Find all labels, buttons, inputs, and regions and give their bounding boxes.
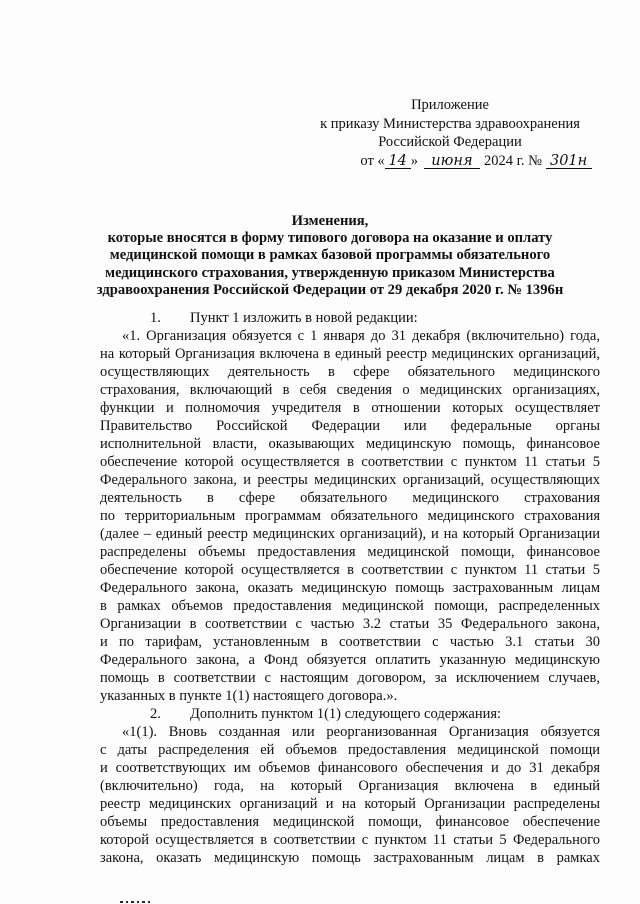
paragraph-2-line: и соответствующих им объемов финансового обеспечения и до 31 декабря [100,760,600,776]
paragraph-2-line: которой осуществляется в соответствии с пунктом 11 статьи 5 Федерального [100,832,600,848]
paragraph-2-line: объемы предоставления медицинской помощи, финансовое обеспечение [100,814,600,830]
heading-line: Изменения, [291,213,369,229]
paragraph-1-line: осуществляющих деятельность в сфере обязательного медицинского [100,364,600,380]
heading-line: медицинского страхования, утвержденную приказом Министерства [105,264,555,281]
paragraph-1-line: Организации в соответствии с частью 3.2 статьи 35 Федерального закона, [100,616,600,632]
paragraph-1-line: функции и полномочия учредителя в отношении которых осуществляет [100,400,600,416]
item-1-text: Пункт 1 изложить в новой редакции: [190,310,418,326]
paragraph-1-line: (далее – единый реестр медицинских организаций), и на который Организации [100,526,600,542]
paragraph-1-line: Федерального закона, а Фонд обязуется оплатить указанную медицинскую [100,652,600,668]
order-number-handwritten: 301н [546,154,592,169]
paragraph-1-line: «1. Организация обязуется с 1 января до 31 декабря (включительно) года, [122,328,600,344]
paragraph-1-line: распределены объемы предоставления медицинской помощи, финансовое [100,544,600,560]
paragraph-1-line: по территориальным программам обязательного медицинского страхования [100,508,600,524]
paragraph-1-line: помощь в соответствии с настоящим договором, за исключением случаев, [100,670,600,686]
paragraph-1-line: и по тарифам, установленным в соответствии с частью 3.1 статьи 30 [100,634,600,650]
heading-line: медицинской помощи в рамках базовой программы обязательного [109,247,551,264]
document-body [100,309,600,867]
heading-line: которые вносятся в форму типового договора на оказание и оплату [107,230,553,247]
paragraph-2-line: с даты распределения ей объемов предоставления медицинской помощи [100,742,600,758]
item-2-number: 2. [150,706,161,722]
appendix-label: Приложение [411,97,489,113]
date-day-handwritten: 14 [385,154,411,169]
paragraph-1-line: на который Организация включена в единый реестр медицинских организаций, [100,346,600,362]
paragraph-1-line: Федерального закона, оказать медицинскую помощь застрахованным лицам [100,580,600,596]
federation-label: Российской Федерации [378,134,522,150]
paragraph-2-line: закона, оказать медицинскую помощь застрахованным лицам в рамках [100,850,600,866]
document-heading [90,213,570,299]
paragraph-2-line: (включительно) года, на который Организация включена в единый [100,778,600,794]
item-1 [100,309,600,327]
date-prefix: от « [360,152,385,169]
paragraph-1-line: в рамках объемов предоставления медицинской помощи, распределенных [100,598,600,614]
paragraph-1-line: исполнительной власти, оказывающих медицинскую помощь, финансовое [100,436,600,452]
paragraph-2-line: «1(1). Вновь созданная или реорганизованная Организация обязуется [122,724,600,740]
order-reference: к приказу Министерства здравоохранения [320,115,580,132]
heading-line: здравоохранения Российской Федерации от 29 декабря 2020 г. № 1396н [96,281,564,298]
approval-block [300,96,600,170]
paragraph-1-line: обеспечение которой осуществляется в соответствии с пунктом 11 статьи 5 [100,454,600,470]
date-month-handwritten: июня [424,154,480,169]
date-mid: » [410,152,418,169]
paragraph-2-line: реестр медицинских организаций и на который Организации распределены [100,796,600,812]
paragraph-1-line: обеспечение которой осуществляется в соответствии с пунктом 11 статьи 5 [100,562,600,578]
order-date-line [326,152,626,171]
paragraph-1-line: указанных в пункте 1(1) настоящего договора.». [100,688,398,704]
paragraph-1-line: страхования, включающий в себя сведения о медицинских организациях, [100,382,600,398]
paragraph-1-line: Правительство Российской Федерации или федеральные органы [100,418,600,434]
item-2 [100,705,600,723]
date-year: 2024 г. № [483,152,542,169]
paragraph-1-line: Федерального закона, и реестры медицинских организаций, осуществляющих [100,472,600,488]
item-2-text: Дополнить пунктом 1(1) следующего содержания: [190,706,502,722]
scan-edge-marks [0,896,640,904]
item-1-number: 1. [150,310,161,326]
paragraph-1-line: деятельность в сфере обязательного медицинского страхования [100,490,600,506]
